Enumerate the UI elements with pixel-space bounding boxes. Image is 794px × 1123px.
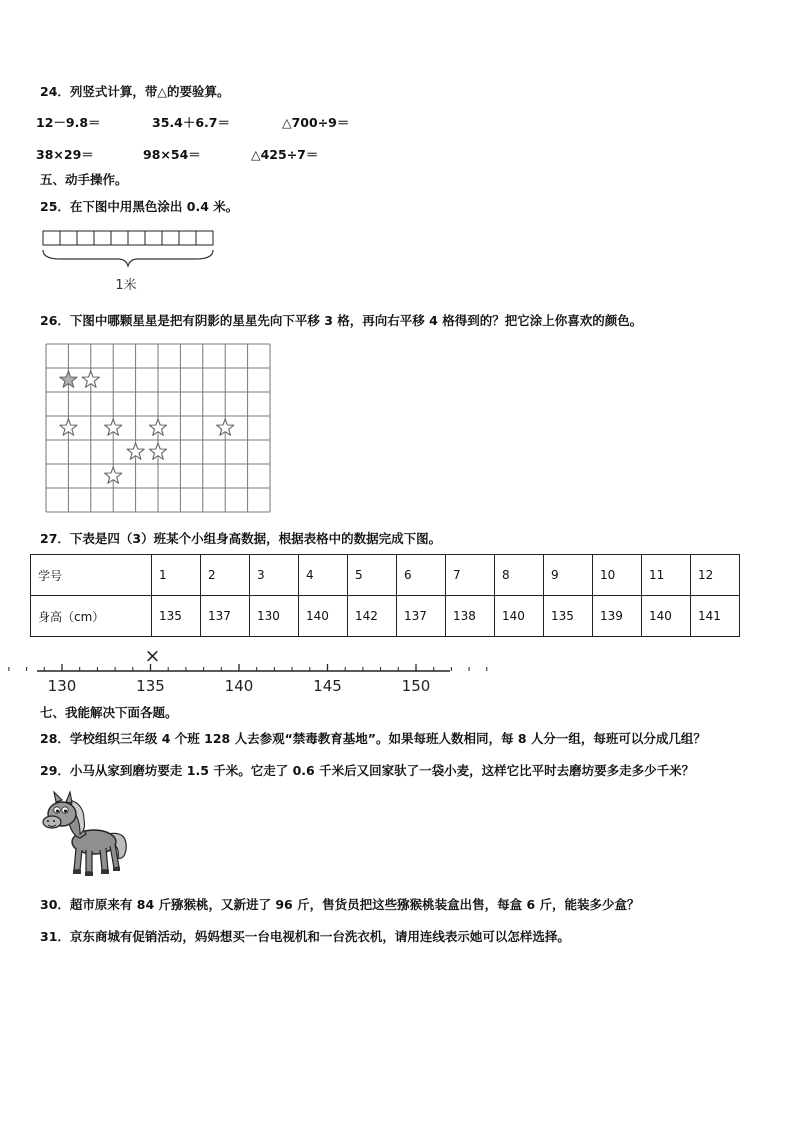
tick-label: 145 [313,677,342,695]
section5-title: 五、动手操作。 [40,172,128,187]
number-line-ticks [0,664,487,671]
height-cell: 140 [642,596,691,637]
tick-label: 130 [47,677,77,695]
id-cell: 3 [250,555,299,596]
q30-text: 30．超市原来有 84 斤猕猴桃，又新进了 96 斤，售货员把这些猕猴桃装盒出售，每盒 6 斤，能装多少盒？ [40,897,640,912]
id-cell: 4 [299,555,348,596]
height-cell: 137 [397,596,446,637]
q24-item-3: △700÷9＝ [282,115,350,130]
q29-text: 29．小马从家到磨坊要走 1.5 千米。它走了 0.6 千米后又回家驮了一袋小麦，这样它比平时去磨坊要多走多少千米？ [40,763,695,778]
id-cell: 9 [544,555,593,596]
id-cell: 2 [201,555,250,596]
height-cell: 138 [446,596,495,637]
table-header-height: 身高（cm） [31,596,152,637]
q24-item-6: △425÷7＝ [251,147,319,162]
horse-illustration [40,790,135,880]
q26-title: 26．下图中哪颗星星是把有阴影的星星先向下平移 3 格，再向右平移 4 格得到的？把它涂上你喜欢的颜色。 [40,313,643,328]
q24-item-4: 38×29＝ [36,147,94,162]
tick-label: 140 [224,677,254,695]
height-cell: 140 [299,596,348,637]
height-cell: 141 [691,596,740,637]
height-cell: 137 [201,596,250,637]
tick-label: 150 [401,677,431,695]
id-cell: 1 [152,555,201,596]
number-line-marks [145,645,161,667]
table-header-id: 学号 [31,555,152,596]
section7-title: 七、我能解决下面各题。 [40,705,178,720]
id-cell: 11 [642,555,691,596]
height-number-line [0,0,460,700]
id-cell: 12 [691,555,740,596]
q24-item-5: 98×54＝ [143,147,201,162]
height-cell: 135 [152,596,201,637]
id-cell: 7 [446,555,495,596]
q24-title: 24．列竖式计算，带△的要验算。 [40,84,230,99]
q25-title: 25．在下图中用黑色涂出 0.4 米。 [40,199,239,214]
id-cell: 6 [397,555,446,596]
id-cell: 8 [495,555,544,596]
height-cell: 139 [593,596,642,637]
height-cell: 142 [348,596,397,637]
height-cell: 140 [495,596,544,637]
number-line-labels [48,677,431,695]
ruler-label: 1米 [115,278,137,293]
height-cell: 135 [544,596,593,637]
id-cell: 10 [593,555,642,596]
q28-text: 28．学校组织三年级 4 个班 128 人去参观“禁毒教育基地”。如果每班人数相同，每 8 人分一组，每班可以分成几组？ [40,731,706,746]
id-cell: 5 [348,555,397,596]
q24-item-1: 12－9.8＝ [36,115,101,130]
tick-label: 135 [136,677,165,695]
x-mark: × [144,645,161,667]
q27-title: 27．下表是四（3）班某个小组身高数据，根据表格中的数据完成下图。 [40,531,442,546]
q31-text: 31．京东商城有促销活动，妈妈想买一台电视机和一台洗衣机，请用连线表示她可以怎样选择。 [40,929,570,944]
q24-item-2: 35.4＋6.7＝ [152,115,230,130]
height-cell: 130 [250,596,299,637]
